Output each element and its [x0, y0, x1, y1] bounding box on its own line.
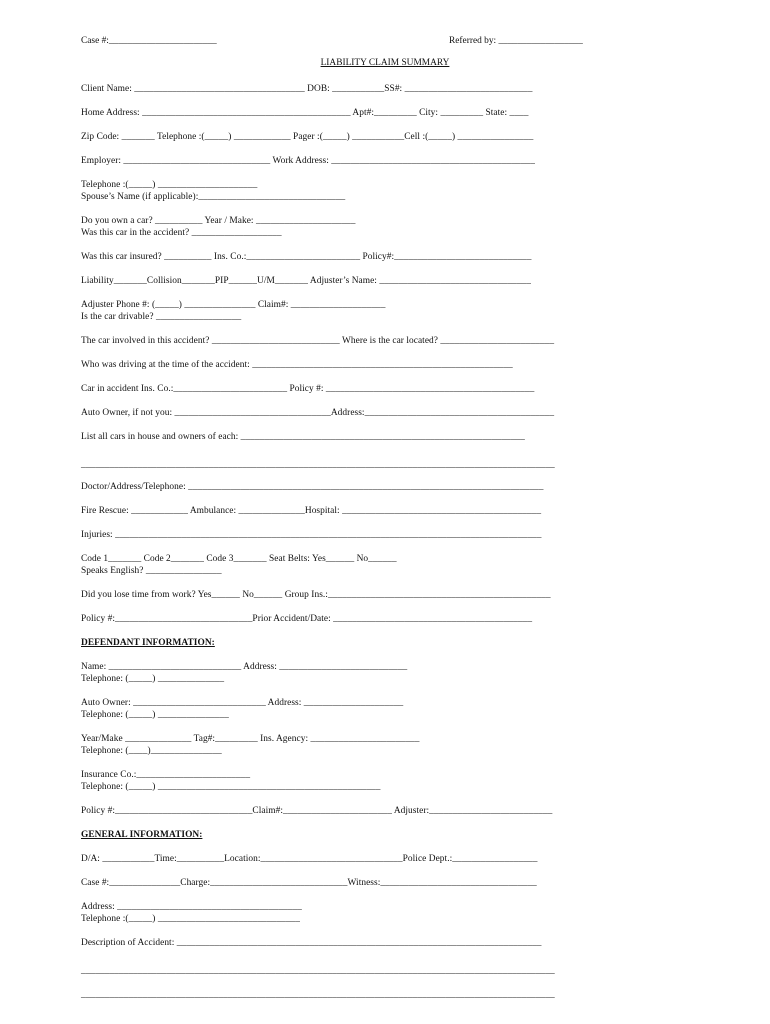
form-line: Case #:_______________Charge:_____________________________Witness:_________________________________	[81, 878, 537, 888]
form-line: Name: ____________________________ Address: ___________________________	[81, 662, 408, 672]
form-line: Telephone: (_____) ______________	[81, 674, 225, 684]
form-line: Is the car drivable? __________________	[81, 312, 242, 322]
form-line: Home Address: ____________________________________________ Apt#:_________ City: _________ State: ____	[81, 108, 529, 118]
form-line: Was this car insured? __________ Ins. Co.:________________________ Policy#:_____________________________	[81, 252, 532, 262]
form-line: Policy #:_____________________________Claim#:_______________________ Adjuster:__________________________	[81, 806, 553, 816]
form-line: Policy #:_____________________________Prior Accident/Date: __________________________________________	[81, 614, 533, 624]
form-line: Fire Rescue: ____________ Ambulance: ______________Hospital: __________________________________________	[81, 506, 542, 516]
form-line: Who was driving at the time of the accident: _______________________________________________________	[81, 360, 513, 370]
form-line: D/A: ___________Time:__________Location:______________________________Police Dept.:__________________	[81, 854, 538, 864]
form-line: The car involved in this accident? ___________________________ Where is the car located? ________________________	[81, 336, 555, 346]
form-line: ____________________________________________________________________________________________________	[81, 460, 555, 470]
form-line: Telephone: (_____) _______________________________________________	[81, 782, 381, 792]
form-line: ____________________________________________________________________________________________________	[81, 990, 555, 1000]
form-line: Did you lose time from work? Yes______ No______ Group Ins.:_______________________________________________	[81, 590, 551, 600]
form-line: Telephone: (_____) _______________	[81, 710, 229, 720]
form-line: Description of Accident: _____________________________________________________________________________	[81, 938, 542, 948]
referred-by-header: Referred by: __________________	[449, 36, 583, 46]
form-line: Address: _______________________________________	[81, 902, 302, 912]
form-line: Auto Owner, if not you: _________________________________Address:________________________________________	[81, 408, 555, 418]
form-line: Client Name: ____________________________________ DOB: ___________SS#: ___________________________	[81, 84, 533, 94]
form-line: Adjuster Phone #: (_____) _______________ Claim#: ____________________	[81, 300, 386, 310]
form-line: Liability_______Collision_______PIP______U/M_______ Adjuster’s Name: ________________________________	[81, 276, 531, 286]
form-line: Telephone :(_____) ______________________________	[81, 914, 300, 924]
form-line: Code 1_______ Code 2_______ Code 3_______ Seat Belts: Yes______ No______	[81, 554, 397, 564]
form-line: Do you own a car? __________ Year / Make: _____________________	[81, 216, 356, 226]
form-line: Car in accident Ins. Co.:________________________ Policy #: ____________________________________________	[81, 384, 535, 394]
form-line: Auto Owner: ____________________________ Address: _____________________	[81, 698, 404, 708]
form-line: Year/Make ______________ Tag#:_________ Ins. Agency: _______________________	[81, 734, 420, 744]
form-line: ____________________________________________________________________________________________________	[81, 966, 555, 976]
form-line: Telephone: (____)_______________	[81, 746, 222, 756]
form-line: List all cars in house and owners of each: ____________________________________________________________	[81, 432, 525, 442]
section-heading: GENERAL INFORMATION:	[81, 830, 203, 840]
form-line: Zip Code: _______ Telephone :(_____) ____________ Pager :(_____) ___________Cell :(_____) ________________	[81, 132, 534, 142]
form-title: LIABILITY CLAIM SUMMARY	[320, 58, 450, 68]
form-line: Doctor/Address/Telephone: ___________________________________________________________________________	[81, 482, 544, 492]
section-heading: DEFENDANT INFORMATION:	[81, 638, 215, 648]
form-line: Was this car in the accident? ___________________	[81, 228, 282, 238]
form-line: Employer: _______________________________ Work Address: ___________________________________________	[81, 156, 536, 166]
form-line: Spouse’s Name (if applicable):_______________________________	[81, 192, 346, 202]
form-line: Injuries: __________________________________________________________________________________________	[81, 530, 542, 540]
form-line: Speaks English? ________________	[81, 566, 222, 576]
form-line: Insurance Co.:________________________	[81, 770, 251, 780]
form-line: Telephone :(_____) _____________________	[81, 180, 258, 190]
case-number-header: Case #:_______________________	[81, 36, 217, 46]
